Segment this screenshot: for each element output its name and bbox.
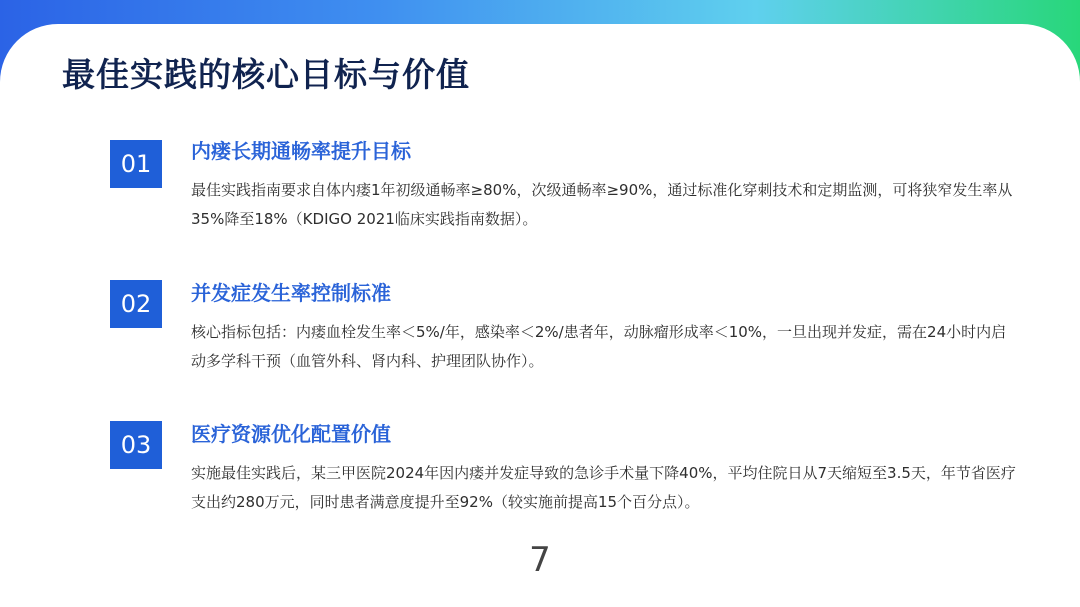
item-title: 内瘘长期通畅率提升目标 xyxy=(191,139,411,163)
item-description: 最佳实践指南要求自体内瘘1年初级通畅率≥80%，次级通畅率≥90%，通过标准化穿刺技术和定期监测，可将狭窄发生率从35%降至18%（KDIGO 2021临床实践指南数据）。 xyxy=(191,181,1013,228)
item-number-badge: 01 xyxy=(110,140,162,188)
item-description: 实施最佳实践后，某三甲医院2024年因内瘘并发症导致的急诊手术量下降40%，平均住院日从7天缩短至3.5天，年节省医疗支出约280万元，同时患者满意度提升至92%（较实施前提高15个百分点）。 xyxy=(191,464,1016,511)
item-description: 核心指标包括：内瘘血栓发生率＜5%/年，感染率＜2%/患者年，动脉瘤形成率＜10%，一旦出现并发症，需在24小时内启动多学科干预（血管外科、肾内科、护理团队协作）。 xyxy=(191,323,1007,370)
page-title: 最佳实践的核心目标与价值 xyxy=(62,55,470,94)
item-title: 医疗资源优化配置价值 xyxy=(191,422,391,446)
item-title: 并发症发生率控制标准 xyxy=(191,281,391,305)
page-number: 7 xyxy=(529,540,551,580)
item-number-badge: 02 xyxy=(110,280,162,328)
content-card xyxy=(0,24,1080,607)
item-number-badge: 03 xyxy=(110,421,162,469)
